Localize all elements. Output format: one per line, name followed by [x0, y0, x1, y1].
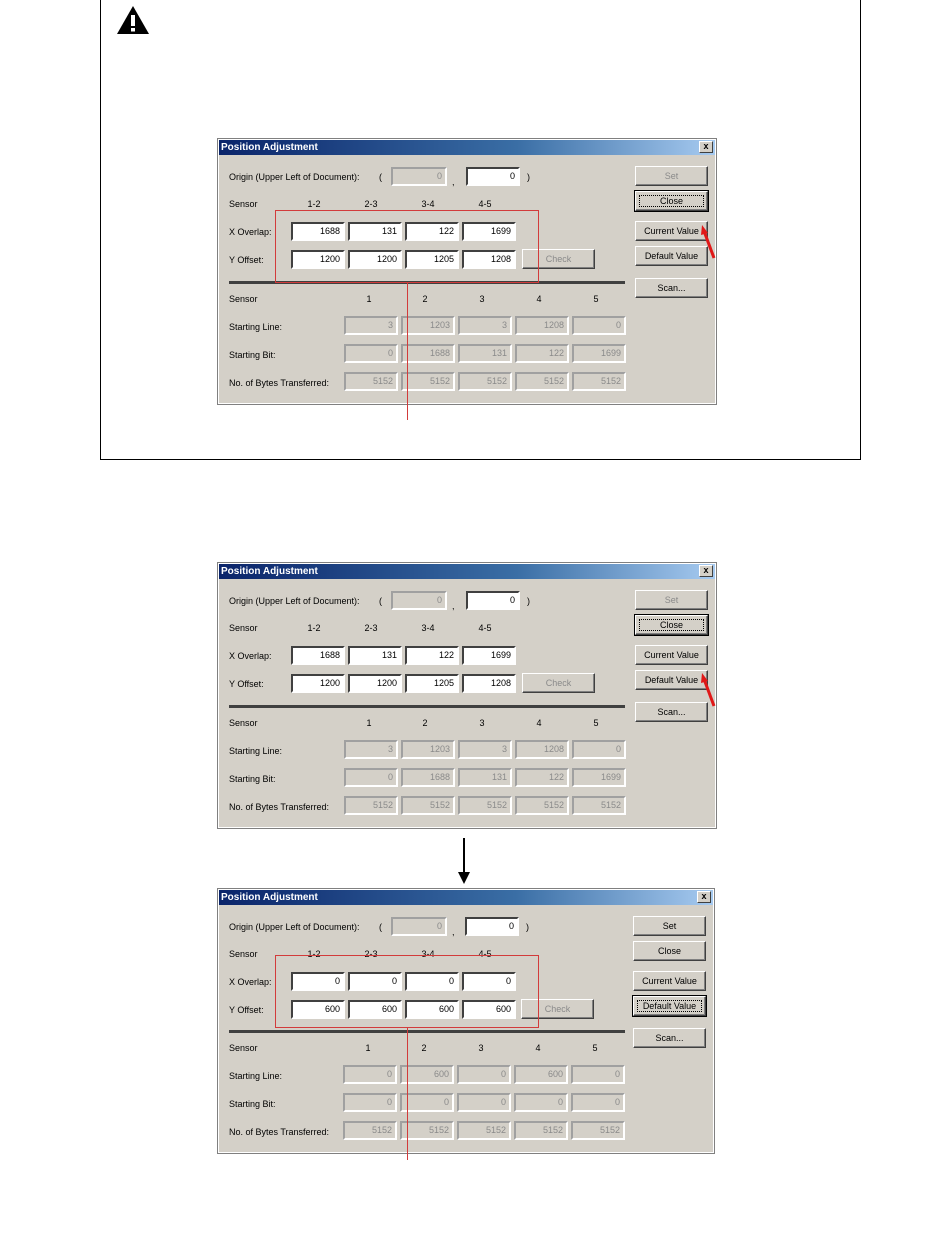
bytes-transferred-field: 5152 — [515, 372, 569, 391]
origin-paren-close: ) — [527, 172, 530, 182]
origin-paren-open: ( — [379, 922, 382, 932]
y-offset-field[interactable]: 600 — [291, 1000, 345, 1019]
pair-header: 4-5 — [478, 199, 492, 209]
starting-bit-field: 131 — [458, 344, 512, 363]
sensor-number: 1 — [366, 718, 372, 728]
position-adjustment-dialog-2 — [218, 563, 716, 828]
y-offset-field[interactable]: 1208 — [462, 674, 516, 693]
starting-bit-field: 131 — [458, 768, 512, 787]
origin-comma: , — [452, 177, 455, 187]
y-offset-field[interactable]: 1200 — [291, 250, 345, 269]
starting-line-field: 3 — [458, 316, 512, 335]
close-icon[interactable]: x — [699, 565, 713, 577]
sensor-number: 3 — [479, 294, 485, 304]
bytes-transferred-label: No. of Bytes Transferred: — [229, 1127, 330, 1137]
leader-line — [407, 1028, 408, 1160]
sensor-number: 2 — [421, 1043, 427, 1053]
starting-bit-field: 1699 — [572, 768, 626, 787]
bytes-transferred-field: 5152 — [343, 1121, 397, 1140]
sensor-number: 5 — [593, 718, 599, 728]
starting-line-field: 3 — [344, 740, 398, 759]
origin-comma: , — [452, 927, 455, 937]
starting-line-field: 0 — [457, 1065, 511, 1084]
origin-label: Origin (Upper Left of Document): — [229, 922, 360, 932]
origin-x-field[interactable]: 0 — [391, 167, 447, 186]
origin-paren-open: ( — [379, 172, 382, 182]
origin-y-field[interactable]: 0 — [466, 591, 520, 610]
y-offset-field[interactable]: 1205 — [405, 674, 459, 693]
x-overlap-field[interactable]: 0 — [348, 972, 402, 991]
x-overlap-field[interactable]: 131 — [348, 646, 402, 665]
origin-y-field[interactable]: 0 — [466, 167, 520, 186]
starting-line-label: Starting Line: — [229, 746, 283, 756]
highlight-box — [275, 955, 539, 1028]
current-value-button[interactable]: Current Value — [633, 971, 706, 991]
sensor-number: 5 — [592, 1043, 598, 1053]
y-offset-field[interactable]: 1200 — [348, 250, 402, 269]
pair-header: 2-3 — [364, 623, 378, 633]
close-button[interactable]: Close — [635, 615, 708, 635]
starting-bit-label: Starting Bit: — [229, 350, 276, 360]
highlight-box — [275, 210, 539, 283]
bytes-transferred-field: 5152 — [457, 1121, 511, 1140]
bytes-transferred-label: No. of Bytes Transferred: — [229, 378, 330, 388]
y-offset-label: Y Offset: — [229, 679, 264, 689]
sensor-number: 5 — [593, 294, 599, 304]
y-offset-field[interactable]: 600 — [462, 1000, 516, 1019]
pair-header: 1-2 — [307, 623, 321, 633]
sensor-label: Sensor — [229, 1043, 258, 1053]
x-overlap-field[interactable]: 1699 — [462, 646, 516, 665]
starting-bit-field: 1688 — [401, 344, 455, 363]
sensor-number: 2 — [422, 294, 428, 304]
bytes-transferred-field: 5152 — [400, 1121, 454, 1140]
dialog-title: Position Adjustment — [219, 890, 713, 905]
scan-button[interactable]: Scan... — [633, 1028, 706, 1048]
starting-line-field: 0 — [572, 740, 626, 759]
pair-header: 2-3 — [364, 199, 378, 209]
origin-x-field[interactable]: 0 — [391, 591, 447, 610]
sensor-pair-label: Sensor — [229, 623, 258, 633]
sensor-number: 1 — [366, 294, 372, 304]
check-button[interactable]: Check — [522, 673, 595, 693]
starting-bit-field: 1699 — [572, 344, 626, 363]
set-button[interactable]: Set — [633, 916, 706, 936]
close-button[interactable]: Close — [635, 191, 708, 211]
bytes-transferred-field: 5152 — [401, 372, 455, 391]
starting-bit-field: 122 — [515, 768, 569, 787]
pair-header: 1-2 — [307, 199, 321, 209]
sensor-number: 1 — [365, 1043, 371, 1053]
bytes-transferred-field: 5152 — [572, 796, 626, 815]
origin-label: Origin (Upper Left of Document): — [229, 596, 360, 606]
default-value-button[interactable]: Default Value — [633, 996, 706, 1016]
current-value-button[interactable]: Current Value — [635, 221, 708, 241]
close-icon[interactable]: x — [699, 141, 713, 153]
sensor-number: 3 — [478, 1043, 484, 1053]
bytes-transferred-field: 5152 — [515, 796, 569, 815]
origin-paren-close: ) — [526, 922, 529, 932]
y-offset-field[interactable]: 1208 — [462, 250, 516, 269]
bytes-transferred-field: 5152 — [344, 796, 398, 815]
starting-bit-field: 0 — [400, 1093, 454, 1112]
x-overlap-field[interactable]: 0 — [291, 972, 345, 991]
x-overlap-field[interactable]: 122 — [405, 222, 459, 241]
x-overlap-field[interactable]: 1688 — [291, 646, 345, 665]
sensor-number: 4 — [535, 1043, 541, 1053]
sensor-label: Sensor — [229, 718, 258, 728]
origin-comma: , — [452, 601, 455, 611]
scan-button[interactable]: Scan... — [635, 278, 708, 298]
starting-line-field: 1203 — [401, 316, 455, 335]
starting-bit-field: 122 — [515, 344, 569, 363]
bytes-transferred-field: 5152 — [458, 372, 512, 391]
starting-bit-field: 0 — [514, 1093, 568, 1112]
current-value-button[interactable]: Current Value — [635, 645, 708, 665]
default-value-button[interactable]: Default Value — [635, 246, 708, 266]
sensor-pair-label: Sensor — [229, 199, 258, 209]
pair-header: 2-3 — [364, 949, 378, 959]
x-overlap-field[interactable]: 131 — [348, 222, 402, 241]
starting-bit-field: 0 — [344, 768, 398, 787]
leader-line — [407, 283, 408, 420]
check-button[interactable]: Check — [521, 999, 594, 1019]
starting-bit-label: Starting Bit: — [229, 774, 276, 784]
separator — [229, 705, 625, 708]
x-overlap-field[interactable]: 1699 — [462, 222, 516, 241]
starting-line-field: 3 — [458, 740, 512, 759]
bytes-transferred-field: 5152 — [571, 1121, 625, 1140]
x-overlap-label: X Overlap: — [229, 977, 272, 987]
starting-line-field: 0 — [572, 316, 626, 335]
bytes-transferred-label: No. of Bytes Transferred: — [229, 802, 330, 812]
pair-header: 3-4 — [421, 949, 435, 959]
sensor-pair-label: Sensor — [229, 949, 258, 959]
y-offset-field[interactable]: 1200 — [348, 674, 402, 693]
separator — [229, 1030, 625, 1033]
down-arrow-icon — [457, 838, 471, 886]
sensor-number: 4 — [536, 718, 542, 728]
origin-label: Origin (Upper Left of Document): — [229, 172, 360, 182]
x-overlap-label: X Overlap: — [229, 227, 272, 237]
set-button[interactable]: Set — [635, 590, 708, 610]
x-overlap-field[interactable]: 0 — [405, 972, 459, 991]
scan-button[interactable]: Scan... — [635, 702, 708, 722]
bytes-transferred-field: 5152 — [344, 372, 398, 391]
bytes-transferred-field: 5152 — [458, 796, 512, 815]
close-icon[interactable]: x — [697, 891, 711, 903]
close-button[interactable]: Close — [633, 941, 706, 961]
y-offset-label: Y Offset: — [229, 1005, 264, 1015]
sensor-number: 3 — [479, 718, 485, 728]
check-button[interactable]: Check — [522, 249, 595, 269]
pair-header: 1-2 — [307, 949, 321, 959]
set-button[interactable]: Set — [635, 166, 708, 186]
starting-bit-label: Starting Bit: — [229, 1099, 276, 1109]
origin-y-field[interactable]: 0 — [465, 917, 519, 936]
starting-bit-field: 0 — [344, 344, 398, 363]
y-offset-field[interactable]: 600 — [348, 1000, 402, 1019]
default-value-button[interactable]: Default Value — [635, 670, 708, 690]
y-offset-field[interactable]: 1200 — [291, 674, 345, 693]
x-overlap-field[interactable]: 1688 — [291, 222, 345, 241]
starting-bit-field: 1688 — [401, 768, 455, 787]
y-offset-label: Y Offset: — [229, 255, 264, 265]
bytes-transferred-field: 5152 — [572, 372, 626, 391]
starting-line-field: 3 — [344, 316, 398, 335]
dialog-title: Position Adjustment — [219, 140, 715, 155]
red-pointer-arrow-icon — [700, 225, 720, 259]
pair-header: 4-5 — [478, 623, 492, 633]
origin-paren-open: ( — [379, 596, 382, 606]
origin-paren-close: ) — [527, 596, 530, 606]
y-offset-field[interactable]: 600 — [405, 1000, 459, 1019]
warning-triangle-icon — [115, 4, 151, 36]
starting-line-field: 1208 — [515, 740, 569, 759]
starting-bit-field: 0 — [571, 1093, 625, 1112]
pair-header: 3-4 — [421, 199, 435, 209]
starting-line-field: 1203 — [401, 740, 455, 759]
starting-line-field: 0 — [343, 1065, 397, 1084]
x-overlap-field[interactable]: 0 — [462, 972, 516, 991]
starting-bit-field: 0 — [457, 1093, 511, 1112]
starting-line-field: 0 — [571, 1065, 625, 1084]
starting-line-label: Starting Line: — [229, 322, 283, 332]
sensor-number: 4 — [536, 294, 542, 304]
bytes-transferred-field: 5152 — [401, 796, 455, 815]
y-offset-field[interactable]: 1205 — [405, 250, 459, 269]
pair-header: 4-5 — [478, 949, 492, 959]
starting-line-field: 1208 — [515, 316, 569, 335]
sensor-number: 2 — [422, 718, 428, 728]
bytes-transferred-field: 5152 — [514, 1121, 568, 1140]
starting-line-label: Starting Line: — [229, 1071, 283, 1081]
sensor-label: Sensor — [229, 294, 258, 304]
red-pointer-arrow-icon — [700, 673, 720, 707]
pair-header: 3-4 — [421, 623, 435, 633]
origin-x-field[interactable]: 0 — [391, 917, 447, 936]
starting-line-field: 600 — [400, 1065, 454, 1084]
dialog-title: Position Adjustment — [219, 564, 715, 579]
x-overlap-label: X Overlap: — [229, 651, 272, 661]
starting-bit-field: 0 — [343, 1093, 397, 1112]
x-overlap-field[interactable]: 122 — [405, 646, 459, 665]
starting-line-field: 600 — [514, 1065, 568, 1084]
